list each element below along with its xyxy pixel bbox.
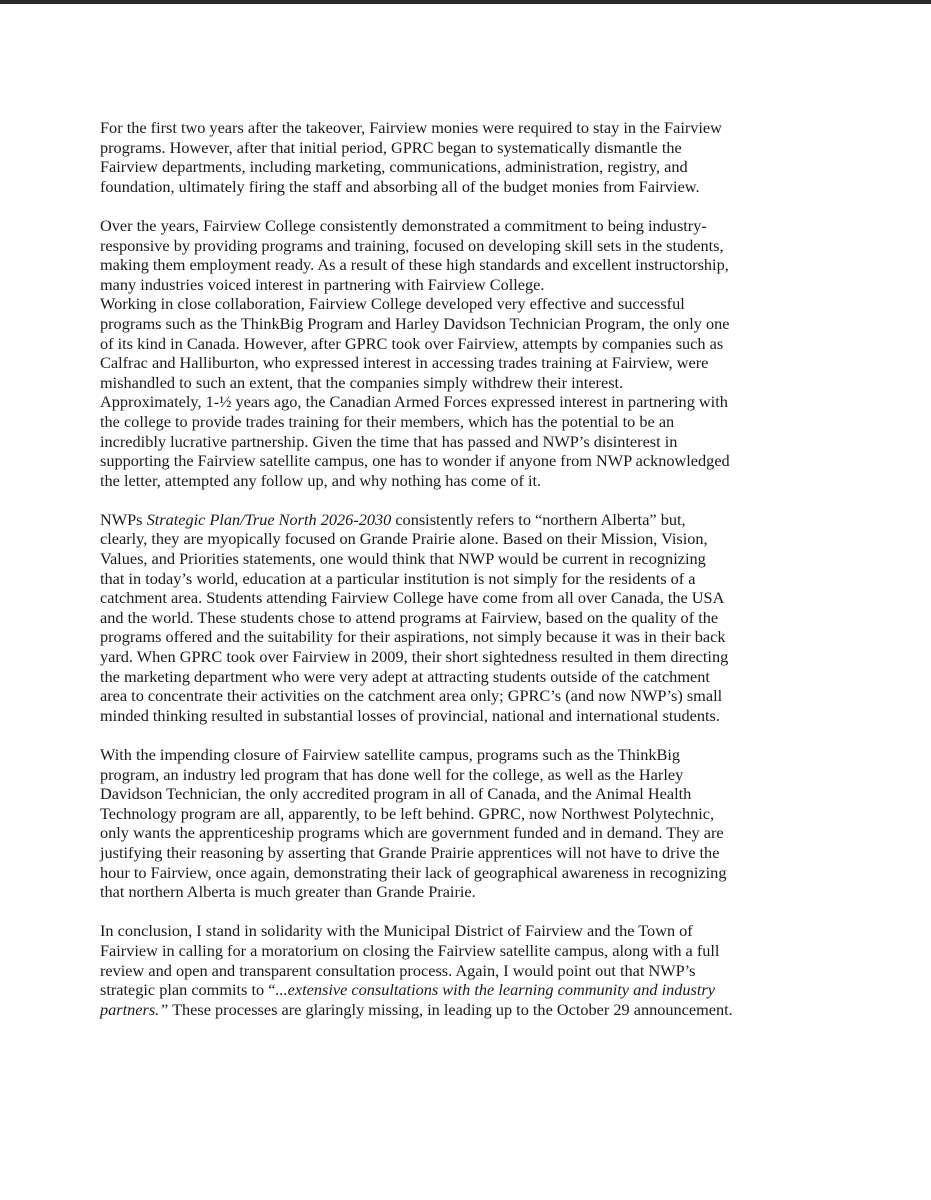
text-line: yard. When GPRC took over Fairview in 2009, their short sightedness resulted in them directing — [100, 647, 729, 667]
paragraph-gap — [100, 490, 840, 510]
text-line: For the first two years after the takeover, Fairview monies were required to stay in the Fairview — [100, 118, 722, 137]
text-line: program, an industry led program that has done well for the college, as well as the Harley — [100, 764, 684, 784]
text-line: and the world. These students chose to attend programs at Fairview, based on the quality of the — [100, 607, 719, 627]
paragraph-2 — [100, 216, 840, 490]
text-line: Approximately, 1-½ years ago, the Canadian Armed Forces expressed interest in partnering with — [100, 392, 728, 412]
text-line: Fairview departments, including marketing, communications, administration, registry, and — [100, 157, 688, 177]
text-line: foundation, ultimately firing the staff and absorbing all of the budget monies from Fairview. — [100, 176, 700, 196]
text-line: only wants the apprenticeship programs which are government funded and in demand. They are — [100, 823, 724, 843]
text-line: of its kind in Canada. However, after GPRC took over Fairview, attempts by companies such as — [100, 333, 724, 353]
text-line: supporting the Fairview satellite campus, one has to wonder if anyone from NWP acknowledged — [100, 451, 730, 471]
text-line: that northern Alberta is much greater than Grande Prairie. — [100, 882, 476, 902]
top-border — [0, 0, 931, 4]
text-line: review and open and transparent consultation process. Again, I would point out that NWP’s — [100, 960, 696, 980]
text-run: consistently refers to “northern Alberta” but, — [391, 509, 686, 529]
paragraph-gap — [100, 902, 840, 922]
text-line: area to concentrate their activities on the catchment area only; GPRC’s (and now NWP’s) small — [100, 686, 723, 706]
text-line: hour to Fairview, once again, demonstrating their lack of geographical awareness in recognizing — [100, 862, 727, 882]
text-line: many industries voiced interest in partnering with Fairview College. — [100, 274, 545, 294]
text-line — [100, 980, 840, 1000]
text-line: the college to provide trades training for their members, which has the potential to be an — [100, 411, 675, 431]
text-run: NWPs — [100, 509, 147, 529]
text-line: Davidson Technician, the only accredited program in all of Canada, and the Animal Health — [100, 784, 692, 804]
document-page — [100, 118, 840, 1019]
text-line: In conclusion, I stand in solidarity with the Municipal District of Fairview and the Town of — [100, 921, 693, 941]
text-line: programs offered and the suitability for their aspirations, not simply because it was in their back — [100, 627, 726, 647]
plan-title: Strategic Plan/True North 2026-2030 — [146, 509, 392, 529]
text-line: Fairview in calling for a moratorium on closing the Fairview satellite campus, along with a full — [100, 940, 720, 960]
paragraph-3 — [100, 510, 840, 726]
text-line: Values, and Priorities statements, one would think that NWP would be current in recognizing — [100, 549, 706, 569]
text-line: Working in close collaboration, Fairview College developed very effective and successful — [100, 294, 685, 314]
paragraph-5 — [100, 921, 840, 1019]
text-line — [100, 510, 840, 530]
text-line: clearly, they are myopically focused on Grande Prairie alone. Based on their Mission, Vision, — [100, 529, 708, 549]
text-line: Over the years, Fairview College consistently demonstrated a commitment to being industry- — [100, 215, 707, 235]
quote-text: partners.” — [100, 999, 169, 1019]
text-line: programs such as the ThinkBig Program and Harley Davidson Technician Program, the only one — [100, 313, 730, 333]
paragraph-gap — [100, 725, 840, 745]
text-line: responsive by providing programs and training, focused on developing skill sets in the students, — [100, 235, 724, 255]
text-line: mishandled to such an extent, that the companies simply withdrew their interest. — [100, 372, 624, 392]
paragraph-4 — [100, 745, 840, 902]
text-line: Technology program are all, apparently, to be left behind. GPRC, now Northwest Polytechnic, — [100, 803, 715, 823]
text-line: minded thinking resulted in substantial losses of provincial, national and international students. — [100, 705, 720, 725]
text-line: that in today’s world, education at a particular institution is not simply for the residents of a — [100, 568, 696, 588]
text-line: the marketing department who were very adept at attracting students outside of the catchment — [100, 666, 710, 686]
text-line — [100, 1000, 840, 1020]
paragraph-1 — [100, 118, 840, 196]
text-run: strategic plan commits to “ — [100, 980, 276, 1000]
text-line: the letter, attempted any follow up, and why nothing has come of it. — [100, 470, 542, 490]
quote-text: ...extensive consultations with the learning community and industry — [275, 980, 715, 1000]
text-line: With the impending closure of Fairview satellite campus, programs such as the ThinkBig — [100, 745, 681, 764]
paragraph-gap — [100, 196, 840, 216]
text-line: programs. However, after that initial period, GPRC began to systematically dismantle the — [100, 137, 682, 157]
text-run: These processes are glaringly missing, in leading up to the October 29 announcement. — [168, 999, 733, 1019]
text-line: Calfrac and Halliburton, who expressed interest in accessing trades training at Fairview, were — [100, 353, 709, 373]
text-line: catchment area. Students attending Fairview College have come from all over Canada, the USA — [100, 588, 725, 608]
text-line: incredibly lucrative partnership. Given the time that has passed and NWP’s disinterest in — [100, 431, 678, 451]
text-line: justifying their reasoning by asserting that Grande Prairie apprentices will not have to drive the — [100, 842, 720, 862]
text-line: making them employment ready. As a result of these high standards and excellent instructorship, — [100, 255, 729, 275]
